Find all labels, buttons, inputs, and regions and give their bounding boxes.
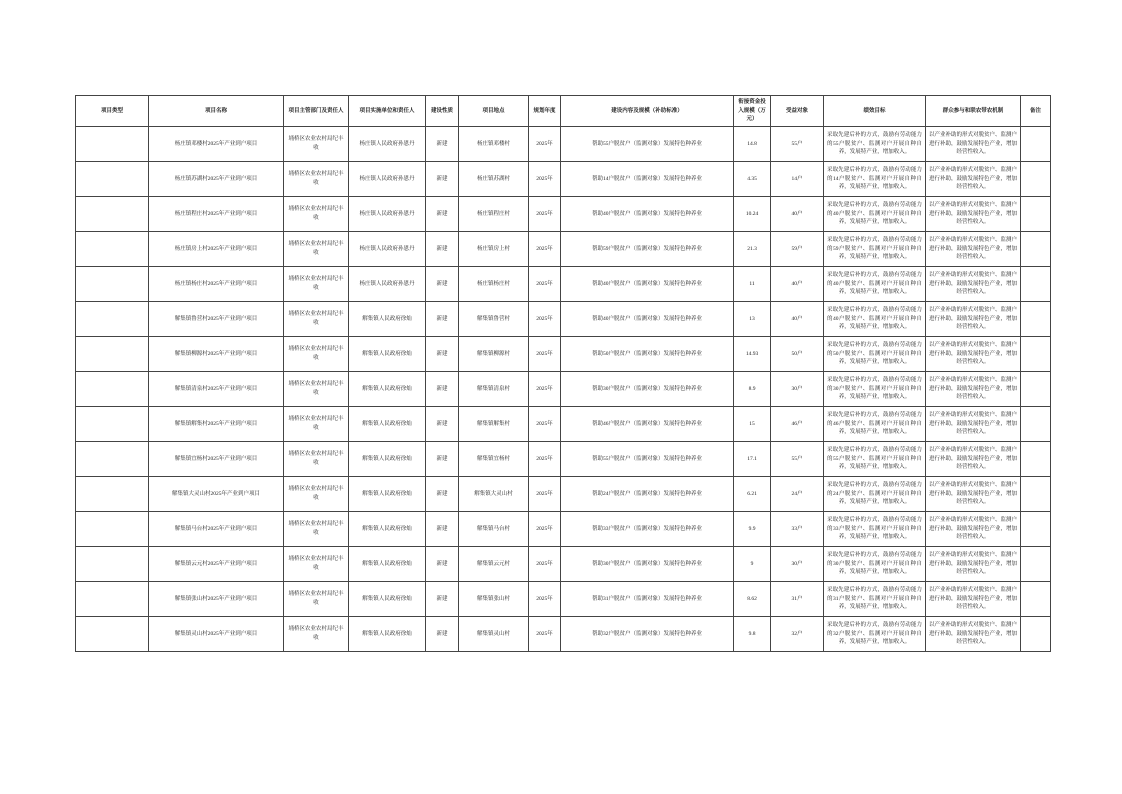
cell-participation: 以产业补助的形式对脱贫户、监测户进行补助，鼓励发展特色产业，增加经营性收入。 (926, 197, 1021, 232)
cell-name: 杨庄镇杨庄村2025年产业到户项目 (149, 267, 284, 302)
table-row (76, 442, 1051, 477)
cell-implementer: 解集镇人民政府徐灿 (349, 302, 426, 337)
cell-beneficiaries: 31户 (771, 582, 824, 617)
cell-name: 解集镇张山村2025年产业到户项目 (149, 582, 284, 617)
cell-dept: 埇桥区农业农村局纪丰收 (284, 407, 349, 442)
cell-name: 杨庄镇程庄村2025年产业到户项目 (149, 197, 284, 232)
cell-beneficiaries: 55户 (771, 442, 824, 477)
cell-type (76, 407, 149, 442)
cell-location: 解集镇鲁营村 (459, 302, 529, 337)
cell-performance: 采取先建后补的方式，鼓励有劳动能力的40户脱贫户、监测对户开展自种自养，发展特产业，增加收入。 (824, 197, 926, 232)
cell-funds: 17.1 (734, 442, 771, 477)
cell-name: 解集镇鲁营村2025年产业到户项目 (149, 302, 284, 337)
cell-name: 解集镇清泉村2025年产业到户项目 (149, 372, 284, 407)
cell-performance: 采取先建后补的方式，鼓励有劳动能力的40户脱贫户、监测对户开展自种自养，发展特产业，增加收入。 (824, 267, 926, 302)
cell-implementer: 杨庄镇人民政府孙恩丹 (349, 197, 426, 232)
cell-location: 解集镇云元村 (459, 547, 529, 582)
cell-type (76, 582, 149, 617)
table-row (76, 302, 1051, 337)
cell-location: 解集镇清泉村 (459, 372, 529, 407)
cell-content: 帮助59户脱贫户（监测对象）发展特色种养业 (561, 232, 734, 267)
cell-participation: 以产业补助的形式对脱贫户、监测户进行补助，鼓励发展特色产业，增加经营性收入。 (926, 407, 1021, 442)
table-row (76, 197, 1051, 232)
cell-year: 2025年 (529, 442, 561, 477)
cell-nature: 新建 (426, 617, 459, 652)
table-header (76, 96, 1051, 127)
cell-content: 帮助40户脱贫户（监测对象）发展特色种养业 (561, 197, 734, 232)
header-remark: 备注 (1021, 96, 1051, 127)
cell-content: 帮助50户脱贫户（监测对象）发展特色种养业 (561, 337, 734, 372)
cell-type (76, 267, 149, 302)
cell-year: 2025年 (529, 477, 561, 512)
cell-funds: 4.35 (734, 162, 771, 197)
cell-implementer: 解集镇人民政府徐灿 (349, 372, 426, 407)
cell-participation: 以产业补助的形式对脱贫户、监测户进行补助，鼓励发展特色产业，增加经营性收入。 (926, 337, 1021, 372)
header-type: 项目类型 (76, 96, 149, 127)
cell-remark (1021, 547, 1051, 582)
cell-participation: 以产业补助的形式对脱贫户、监测户进行补助，鼓励发展特色产业，增加经营性收入。 (926, 232, 1021, 267)
cell-content: 帮助32户脱贫户（监测对象）发展特色种养业 (561, 617, 734, 652)
cell-type (76, 547, 149, 582)
cell-beneficiaries: 30户 (771, 372, 824, 407)
cell-type (76, 442, 149, 477)
cell-type (76, 127, 149, 162)
cell-content: 帮助40户脱贫户（监测对象）发展特色种养业 (561, 267, 734, 302)
cell-dept: 埇桥区农业农村局纪丰收 (284, 302, 349, 337)
cell-participation: 以产业补助的形式对脱贫户、监测户进行补助，鼓励发展特色产业，增加经营性收入。 (926, 547, 1021, 582)
cell-nature: 新建 (426, 477, 459, 512)
cell-name: 解集镇解集村2025年产业到户项目 (149, 407, 284, 442)
table-row (76, 477, 1051, 512)
cell-location: 解集镇宜杨村 (459, 442, 529, 477)
cell-funds: 15 (734, 407, 771, 442)
cell-beneficiaries: 40户 (771, 197, 824, 232)
cell-name: 解集镇云元村2025年产业到户项目 (149, 547, 284, 582)
cell-remark (1021, 302, 1051, 337)
cell-location: 解集镇张山村 (459, 582, 529, 617)
cell-content: 帮助31户脱贫户（监测对象）发展特色种养业 (561, 582, 734, 617)
cell-funds: 21.3 (734, 232, 771, 267)
cell-year: 2025年 (529, 197, 561, 232)
header-name: 项目名称 (149, 96, 284, 127)
cell-type (76, 232, 149, 267)
cell-performance: 采取先建后补的方式，鼓励有劳动能力的33户脱贫户、监测对户开展自种自养，发展特产业，增加收入。 (824, 512, 926, 547)
cell-funds: 9.8 (734, 617, 771, 652)
cell-remark (1021, 372, 1051, 407)
cell-name: 杨庄镇邓楼村2025年产业到户项目 (149, 127, 284, 162)
cell-implementer: 解集镇人民政府徐灿 (349, 617, 426, 652)
cell-beneficiaries: 40户 (771, 267, 824, 302)
cell-participation: 以产业补助的形式对脱贫户、监测户进行补助，鼓励发展特色产业，增加经营性收入。 (926, 582, 1021, 617)
cell-implementer: 解集镇人民政府徐灿 (349, 442, 426, 477)
cell-beneficiaries: 30户 (771, 547, 824, 582)
project-table (75, 95, 1051, 652)
cell-type (76, 512, 149, 547)
cell-participation: 以产业补助的形式对脱贫户、监测户进行补助，鼓励发展特色产业，增加经营性收入。 (926, 302, 1021, 337)
cell-location: 解集镇灵山村 (459, 617, 529, 652)
cell-content: 帮助30户脱贫户（监测对象）发展特色种养业 (561, 372, 734, 407)
cell-remark (1021, 617, 1051, 652)
cell-beneficiaries: 59户 (771, 232, 824, 267)
cell-remark (1021, 267, 1051, 302)
cell-name: 解集镇宜杨村2025年产业到户项目 (149, 442, 284, 477)
cell-dept: 埇桥区农业农村局纪丰收 (284, 512, 349, 547)
cell-performance: 采取先建后补的方式，鼓励有劳动能力的50户脱贫户、监测对户开展自种自养，发展特产业，增加收入。 (824, 337, 926, 372)
cell-nature: 新建 (426, 512, 459, 547)
cell-dept: 埇桥区农业农村局纪丰收 (284, 232, 349, 267)
cell-year: 2025年 (529, 512, 561, 547)
cell-implementer: 解集镇人民政府徐灿 (349, 477, 426, 512)
cell-year: 2025年 (529, 582, 561, 617)
cell-performance: 采取先建后补的方式，鼓励有劳动能力的30户脱贫户、监测对户开展自种自养，发展特产业，增加收入。 (824, 547, 926, 582)
cell-implementer: 杨庄镇人民政府孙恩丹 (349, 232, 426, 267)
cell-type (76, 302, 149, 337)
header-nature: 建设性质 (426, 96, 459, 127)
cell-beneficiaries: 46户 (771, 407, 824, 442)
table-row (76, 407, 1051, 442)
cell-nature: 新建 (426, 127, 459, 162)
cell-performance: 采取先建后补的方式，鼓励有劳动能力的55户脱贫户、监测对户开展自种自养，发展特产业，增加收入。 (824, 127, 926, 162)
cell-participation: 以产业补助的形式对脱贫户、监测户进行补助，鼓励发展特色产业，增加经营性收入。 (926, 617, 1021, 652)
cell-year: 2025年 (529, 407, 561, 442)
table-row (76, 582, 1051, 617)
cell-performance: 采取先建后补的方式，鼓励有劳动能力的40户脱贫户、监测对户开展自种自养，发展特产业，增加收入。 (824, 302, 926, 337)
cell-beneficiaries: 14户 (771, 162, 824, 197)
cell-location: 解集镇大灵山村 (459, 477, 529, 512)
cell-year: 2025年 (529, 372, 561, 407)
cell-type (76, 197, 149, 232)
header-funds: 衔接资金投入规模（万元） (734, 96, 771, 127)
cell-name: 解集镇大灵山村2025年产业到户项目 (149, 477, 284, 512)
cell-remark (1021, 337, 1051, 372)
header-content: 建设内容及规模（补助标准） (561, 96, 734, 127)
cell-participation: 以产业补助的形式对脱贫户、监测户进行补助，鼓励发展特色产业，增加经营性收入。 (926, 372, 1021, 407)
cell-dept: 埇桥区农业农村局纪丰收 (284, 267, 349, 302)
cell-year: 2025年 (529, 127, 561, 162)
table-row (76, 127, 1051, 162)
cell-content: 帮助24户脱贫户（监测对象）发展特色种养业 (561, 477, 734, 512)
cell-funds: 8.9 (734, 372, 771, 407)
cell-location: 杨庄镇杨庄村 (459, 267, 529, 302)
cell-type (76, 162, 149, 197)
cell-dept: 埇桥区农业农村局纪丰收 (284, 337, 349, 372)
table-row (76, 372, 1051, 407)
table-row (76, 617, 1051, 652)
cell-funds: 6.21 (734, 477, 771, 512)
cell-remark (1021, 162, 1051, 197)
cell-funds: 14.93 (734, 337, 771, 372)
cell-performance: 采取先建后补的方式，鼓励有劳动能力的46户脱贫户、监测对户开展自种自养，发展特产业，增加收入。 (824, 407, 926, 442)
table-row (76, 232, 1051, 267)
cell-content: 帮助55户脱贫户（监测对象）发展特色种养业 (561, 127, 734, 162)
table-row (76, 162, 1051, 197)
cell-remark (1021, 127, 1051, 162)
cell-type (76, 477, 149, 512)
cell-implementer: 杨庄镇人民政府孙恩丹 (349, 162, 426, 197)
cell-nature: 新建 (426, 337, 459, 372)
header-dept: 项目主管部门及责任人 (284, 96, 349, 127)
cell-remark (1021, 512, 1051, 547)
cell-beneficiaries: 50户 (771, 337, 824, 372)
cell-performance: 采取先建后补的方式，鼓励有劳动能力的32户脱贫户、监测对户开展自种自养，发展特产业，增加收入。 (824, 617, 926, 652)
cell-performance: 采取先建后补的方式，鼓励有劳动能力的30户脱贫户、监测对户开展自种自养，发展特产业，增加收入。 (824, 372, 926, 407)
cell-year: 2025年 (529, 337, 561, 372)
cell-location: 杨庄镇程庄村 (459, 197, 529, 232)
cell-participation: 以产业补助的形式对脱贫户、监测户进行补助，鼓励发展特色产业，增加经营性收入。 (926, 477, 1021, 512)
cell-beneficiaries: 33户 (771, 512, 824, 547)
cell-content: 帮助55户脱贫户（监测对象）发展特色种养业 (561, 442, 734, 477)
cell-year: 2025年 (529, 547, 561, 582)
cell-remark (1021, 407, 1051, 442)
cell-type (76, 617, 149, 652)
cell-content: 帮助40户脱贫户（监测对象）发展特色种养业 (561, 302, 734, 337)
cell-dept: 埇桥区农业农村局纪丰收 (284, 582, 349, 617)
cell-funds: 8.62 (734, 582, 771, 617)
cell-remark (1021, 477, 1051, 512)
cell-content: 帮助30户脱贫户（监测对象）发展特色种养业 (561, 547, 734, 582)
header-location: 项目地点 (459, 96, 529, 127)
cell-year: 2025年 (529, 617, 561, 652)
cell-beneficiaries: 24户 (771, 477, 824, 512)
cell-funds: 14.8 (734, 127, 771, 162)
cell-location: 杨庄镇苏湖村 (459, 162, 529, 197)
cell-funds: 11 (734, 267, 771, 302)
cell-performance: 采取先建后补的方式，鼓励有劳动能力的24户脱贫户、监测对户开展自种自养，发展特产业，增加收入。 (824, 477, 926, 512)
cell-content: 帮助46户脱贫户（监测对象）发展特色种养业 (561, 407, 734, 442)
cell-funds: 13 (734, 302, 771, 337)
header-performance: 绩效目标 (824, 96, 926, 127)
cell-nature: 新建 (426, 197, 459, 232)
cell-participation: 以产业补助的形式对脱贫户、监测户进行补助，鼓励发展特色产业，增加经营性收入。 (926, 162, 1021, 197)
header-row (76, 96, 1051, 127)
cell-name: 解集镇灵山村2025年产业到户项目 (149, 617, 284, 652)
cell-dept: 埇桥区农业农村局纪丰收 (284, 442, 349, 477)
cell-nature: 新建 (426, 372, 459, 407)
cell-nature: 新建 (426, 267, 459, 302)
cell-nature: 新建 (426, 407, 459, 442)
cell-year: 2025年 (529, 267, 561, 302)
cell-implementer: 杨庄镇人民政府孙恩丹 (349, 267, 426, 302)
cell-year: 2025年 (529, 162, 561, 197)
cell-name: 杨庄镇房上村2025年产业到户项目 (149, 232, 284, 267)
cell-participation: 以产业补助的形式对脱贫户、监测户进行补助，鼓励发展特色产业，增加经营性收入。 (926, 442, 1021, 477)
cell-performance: 采取先建后补的方式，鼓励有劳动能力的14户脱贫户、监测对户开展自种自养，发展特产业，增加收入。 (824, 162, 926, 197)
cell-content: 帮助14户脱贫户（监测对象）发展特色种养业 (561, 162, 734, 197)
cell-nature: 新建 (426, 442, 459, 477)
cell-nature: 新建 (426, 162, 459, 197)
cell-remark (1021, 582, 1051, 617)
header-year: 规划年度 (529, 96, 561, 127)
cell-dept: 埇桥区农业农村局纪丰收 (284, 372, 349, 407)
cell-type (76, 372, 149, 407)
cell-location: 杨庄镇房上村 (459, 232, 529, 267)
cell-dept: 埇桥区农业农村局纪丰收 (284, 477, 349, 512)
cell-implementer: 解集镇人民政府徐灿 (349, 407, 426, 442)
cell-dept: 埇桥区农业农村局纪丰收 (284, 162, 349, 197)
cell-participation: 以产业补助的形式对脱贫户、监测户进行补助，鼓励发展特色产业，增加经营性收入。 (926, 512, 1021, 547)
cell-implementer: 解集镇人民政府徐灿 (349, 582, 426, 617)
cell-nature: 新建 (426, 547, 459, 582)
cell-beneficiaries: 55户 (771, 127, 824, 162)
cell-location: 解集镇柳源村 (459, 337, 529, 372)
cell-implementer: 解集镇人民政府徐灿 (349, 512, 426, 547)
cell-dept: 埇桥区农业农村局纪丰收 (284, 617, 349, 652)
cell-funds: 9 (734, 547, 771, 582)
cell-name: 解集镇马台村2025年产业到户项目 (149, 512, 284, 547)
cell-participation: 以产业补助的形式对脱贫户、监测户进行补助，鼓励发展特色产业，增加经营性收入。 (926, 127, 1021, 162)
cell-location: 解集镇马台村 (459, 512, 529, 547)
cell-beneficiaries: 40户 (771, 302, 824, 337)
cell-location: 杨庄镇邓楼村 (459, 127, 529, 162)
cell-nature: 新建 (426, 232, 459, 267)
table-row (76, 337, 1051, 372)
table-row (76, 267, 1051, 302)
table-row (76, 547, 1051, 582)
cell-remark (1021, 232, 1051, 267)
cell-year: 2025年 (529, 232, 561, 267)
cell-funds: 10.24 (734, 197, 771, 232)
cell-location: 解集镇解集村 (459, 407, 529, 442)
cell-beneficiaries: 32户 (771, 617, 824, 652)
table-body (76, 127, 1051, 652)
header-implementer: 项目实施单位和责任人 (349, 96, 426, 127)
document-page (75, 95, 1050, 652)
cell-remark (1021, 197, 1051, 232)
cell-nature: 新建 (426, 302, 459, 337)
cell-performance: 采取先建后补的方式，鼓励有劳动能力的55户脱贫户、监测对户开展自种自养，发展特产业，增加收入。 (824, 442, 926, 477)
cell-implementer: 解集镇人民政府徐灿 (349, 547, 426, 582)
cell-year: 2025年 (529, 302, 561, 337)
cell-funds: 9.9 (734, 512, 771, 547)
cell-performance: 采取先建后补的方式，鼓励有劳动能力的59户脱贫户、监测对户开展自种自养，发展特产业，增加收入。 (824, 232, 926, 267)
cell-name: 杨庄镇苏湖村2025年产业到户项目 (149, 162, 284, 197)
cell-name: 解集镇柳源村2025年产业到户项目 (149, 337, 284, 372)
header-beneficiaries: 受益对象 (771, 96, 824, 127)
cell-type (76, 337, 149, 372)
cell-dept: 埇桥区农业农村局纪丰收 (284, 197, 349, 232)
cell-content: 帮助33户脱贫户（监测对象）发展特色种养业 (561, 512, 734, 547)
header-participation: 群众参与和联农带农机制 (926, 96, 1021, 127)
cell-participation: 以产业补助的形式对脱贫户、监测户进行补助，鼓励发展特色产业，增加经营性收入。 (926, 267, 1021, 302)
cell-remark (1021, 442, 1051, 477)
cell-implementer: 解集镇人民政府徐灿 (349, 337, 426, 372)
table-row (76, 512, 1051, 547)
cell-implementer: 杨庄镇人民政府孙恩丹 (349, 127, 426, 162)
cell-dept: 埇桥区农业农村局纪丰收 (284, 547, 349, 582)
cell-nature: 新建 (426, 582, 459, 617)
cell-performance: 采取先建后补的方式，鼓励有劳动能力的31户脱贫户、监测对户开展自种自养，发展特产业，增加收入。 (824, 582, 926, 617)
cell-dept: 埇桥区农业农村局纪丰收 (284, 127, 349, 162)
